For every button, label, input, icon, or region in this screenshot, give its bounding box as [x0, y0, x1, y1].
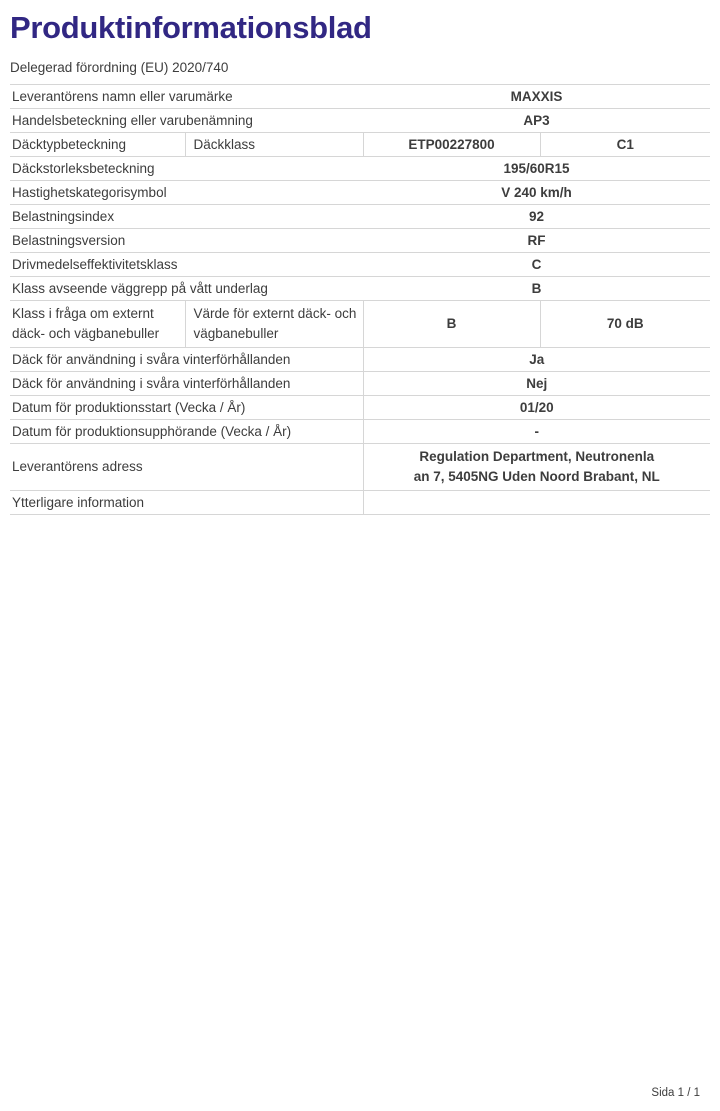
row-production-start	[10, 396, 710, 420]
supplier-label: Leverantörens namn eller varumärke	[10, 85, 363, 109]
address-line-1: Regulation Department, Neutronenla	[419, 449, 655, 464]
product-info-table	[10, 84, 710, 515]
additional-info-value	[363, 491, 710, 515]
regulation-subtitle: Delegerad förordning (EU) 2020/740	[10, 60, 229, 75]
supplier-address-label: Leverantörens adress	[10, 444, 363, 491]
row-additional-info	[10, 491, 710, 515]
external-noise-class-label: Klass i fråga om externt däck- och vägbanebuller	[10, 301, 185, 348]
row-wet-grip	[10, 277, 710, 301]
wet-grip-label: Klass avseende väggrepp på vått underlag	[10, 277, 363, 301]
size-designation-label: Däckstorleksbeteckning	[10, 157, 363, 181]
trade-name-label: Handelsbeteckning eller varubenämning	[10, 109, 363, 133]
row-size-designation	[10, 157, 710, 181]
production-end-value: -	[363, 420, 710, 444]
supplier-value: MAXXIS	[363, 85, 710, 109]
address-line-2: an 7, 5405NG Uden Noord Brabant, NL	[413, 469, 660, 484]
fuel-efficiency-label: Drivmedelseffektivitetsklass	[10, 253, 363, 277]
size-designation-value: 195/60R15	[363, 157, 710, 181]
type-designation-value: ETP00227800	[363, 133, 540, 157]
tyre-class-value: C1	[540, 133, 710, 157]
production-end-label: Datum för produktionsupphörande (Vecka / År)	[10, 420, 363, 444]
row-load-index	[10, 205, 710, 229]
production-start-label: Datum för produktionsstart (Vecka / År)	[10, 396, 363, 420]
tyre-class-label: Däckklass	[185, 133, 363, 157]
wet-grip-value: B	[363, 277, 710, 301]
row-trade-name	[10, 109, 710, 133]
page-footer: Sida 1 / 1	[651, 1087, 700, 1099]
fuel-efficiency-value: C	[363, 253, 710, 277]
external-noise-value-label: Värde för externt däck- och vägbanebuller	[185, 301, 363, 348]
severe-snow-label: Däck för användning i svåra vinterförhållanden	[10, 348, 363, 372]
row-speed-category	[10, 181, 710, 205]
external-noise-db-value: 70 dB	[540, 301, 710, 348]
row-production-end	[10, 420, 710, 444]
trade-name-value: AP3	[363, 109, 710, 133]
speed-category-label: Hastighetskategorisymbol	[10, 181, 363, 205]
severe-ice-value: Nej	[363, 372, 710, 396]
severe-snow-value: Ja	[363, 348, 710, 372]
type-designation-label: Däcktypbeteckning	[10, 133, 185, 157]
speed-category-value: V 240 km/h	[363, 181, 710, 205]
row-supplier	[10, 85, 710, 109]
load-version-label: Belastningsversion	[10, 229, 363, 253]
load-version-value: RF	[363, 229, 710, 253]
load-index-value: 92	[363, 205, 710, 229]
row-fuel-efficiency	[10, 253, 710, 277]
production-start-value: 01/20	[363, 396, 710, 420]
external-noise-class-value: B	[363, 301, 540, 348]
row-type-designation	[10, 133, 710, 157]
severe-ice-label: Däck för användning i svåra vinterförhållanden	[10, 372, 363, 396]
product-sheet	[0, 0, 720, 515]
row-external-noise	[10, 301, 710, 348]
row-severe-snow	[10, 348, 710, 372]
supplier-address-value	[363, 444, 710, 491]
row-load-version	[10, 229, 710, 253]
row-supplier-address	[10, 444, 710, 491]
additional-info-label: Ytterligare information	[10, 491, 363, 515]
page-title: Produktinformationsblad	[10, 10, 372, 45]
load-index-label: Belastningsindex	[10, 205, 363, 229]
row-severe-ice	[10, 372, 710, 396]
